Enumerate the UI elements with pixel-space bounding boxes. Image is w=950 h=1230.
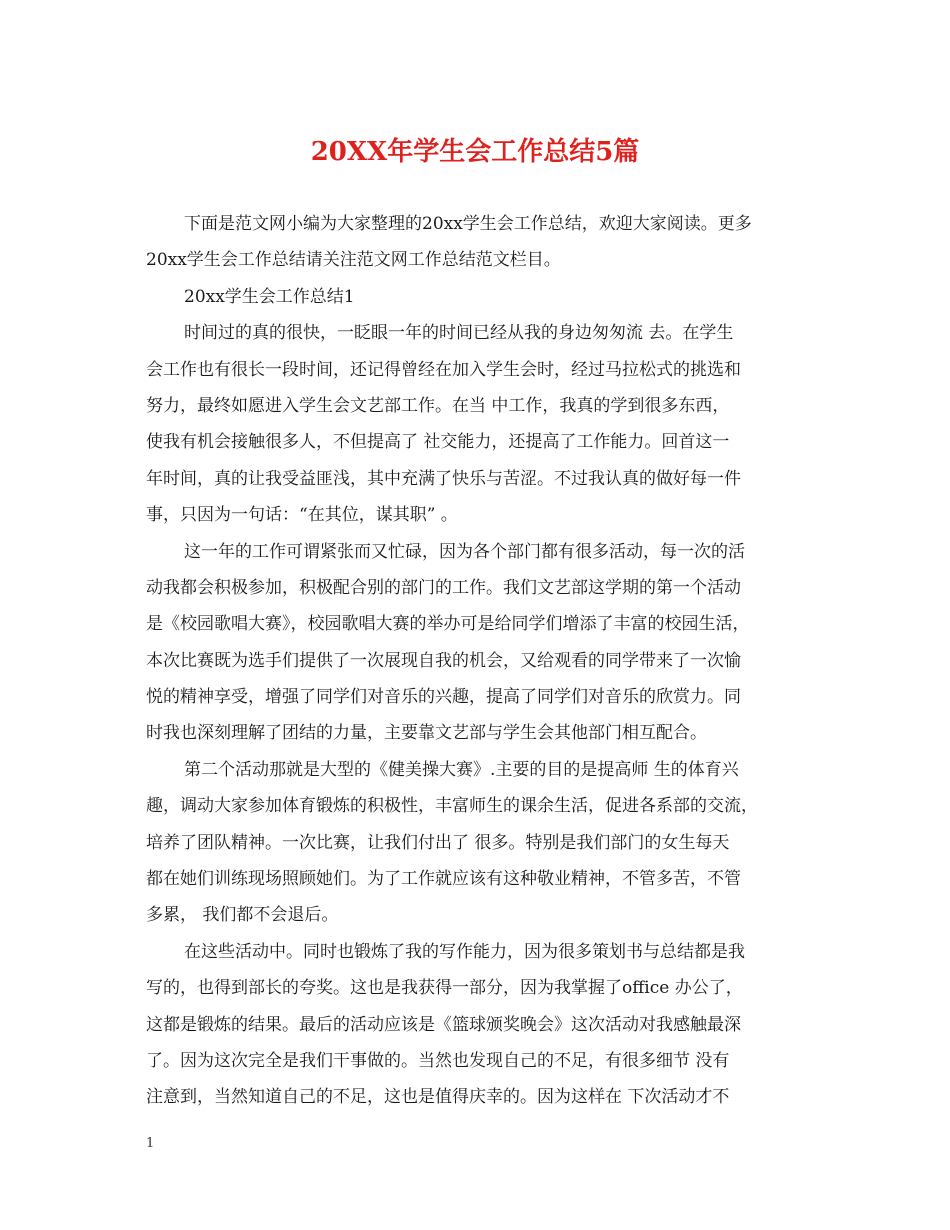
- text-line: 使我有机会接触很多人，不但提高了 社交能力，还提高了工作能力。回首这一: [146, 432, 730, 453]
- text-line: 动我都会积极参加，积极配合别的部门的工作。我们文艺部这学期的第一个活动: [146, 577, 741, 598]
- text-line: 20xx学生会工作总结请关注范文网工作总结范文栏目。: [146, 250, 561, 271]
- text-line: 了。因为这次完全是我们干事做的。当然也发现自己的不足，有很多细节 没有: [146, 1050, 730, 1071]
- text-line: 年时间，真的让我受益匪浅，其中充满了快乐与苦涩。不过我认真的做好每一件: [146, 468, 741, 489]
- text-line: 这一年的工作可谓紧张而又忙碌，因为各个部门都有很多活动，每一次的活: [184, 541, 745, 562]
- text-line: 本次比赛既为选手们提供了一次展现自我的机会，又给观看的同学带来了一次愉: [146, 650, 741, 671]
- text-line: 努力，最终如愿进入学生会文艺部工作。在当 中工作，我真的学到很多东西，: [146, 395, 730, 416]
- text-line: 第二个活动那就是大型的《健美操大赛》.主要的目的是提高师 生的体育兴: [184, 759, 739, 780]
- text-line: 时间过的真的很快，一眨眼一年的时间已经从我的身边匆匆流 去。在学生: [184, 323, 734, 344]
- text-line: 事，只因为一句话：“在其位，谋其职” 。: [146, 505, 458, 526]
- text-line: 趣，调动大家参加体育锻炼的积极性，丰富师生的课余生活，促进各系部的交流，: [146, 796, 758, 817]
- section-heading: 20xx学生会工作总结1: [184, 286, 355, 307]
- text-line: 培养了团队精神。一次比赛，让我们付出了 很多。特别是我们部门的女生每天: [146, 832, 730, 853]
- text-line: 悦的精神享受，增强了同学们对音乐的兴趣，提高了同学们对音乐的欣赏力。同: [146, 687, 741, 708]
- text-line: 这都是锻炼的结果。最后的活动应该是《篮球颁奖晚会》这次活动对我感触最深: [146, 1014, 741, 1035]
- document-title: 20XX年学生会工作总结5篇: [310, 137, 640, 167]
- text-line: 注意到，当然知道自己的不足，这也是值得庆幸的。因为这样在 下次活动才不: [146, 1087, 730, 1108]
- document-body: [146, 206, 806, 1116]
- text-line: 在这些活动中。同时也锻炼了我的写作能力，因为很多策划书与总结都是我: [184, 941, 745, 962]
- text-line: 时我也深刻理解了团结的力量，主要靠文艺部与学生会其他部门相互配合。: [146, 723, 707, 744]
- text-line: 下面是范文网小编为大家整理的20xx学生会工作总结，欢迎大家阅读。更多: [184, 214, 752, 234]
- text-line: 多累， 我们都不会退后。: [146, 905, 339, 926]
- text-line: 会工作也有很长一段时间，还记得曾经在加入学生会时，经过马拉松式的挑选和: [146, 359, 741, 380]
- text-line: 都在她们训练现场照顾她们。为了工作就应该有这种敬业精神，不管多苦，不管: [146, 869, 741, 890]
- text-line: 写的，也得到部长的夸奖。这也是我获得一部分，因为我掌握了office 办公了，: [146, 978, 743, 999]
- text-line: 是《校园歌唱大赛》，校园歌唱大赛的举办可是给同学们增添了丰富的校园生活，: [146, 614, 750, 635]
- page-number: 1: [146, 1136, 155, 1151]
